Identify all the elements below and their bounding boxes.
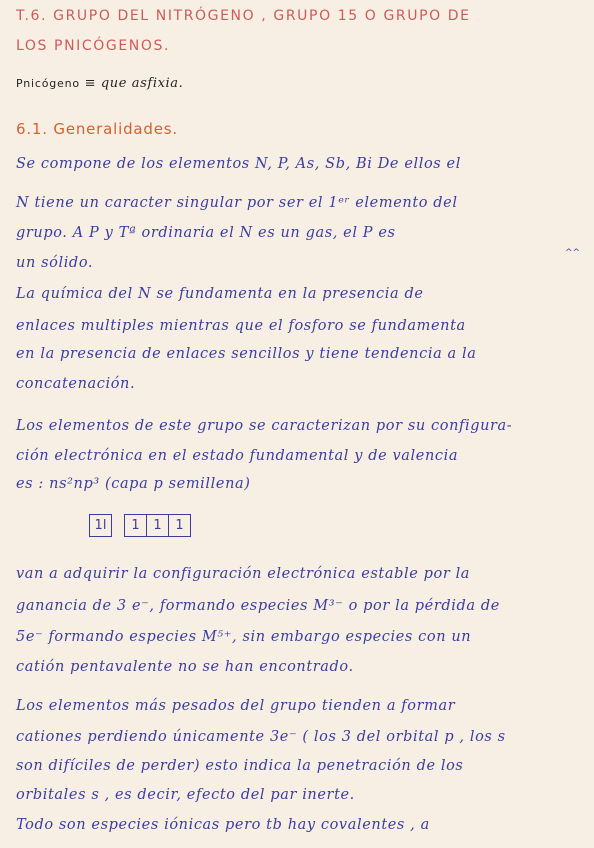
s-orbital-cell: 1l: [94, 518, 107, 533]
text-line: enlaces multiples mientras que el fosforo se fundamenta: [16, 318, 466, 334]
text-line: Los elementos de este grupo se caracterizan por su configura-: [16, 418, 513, 434]
p-orbital-cell: 1: [125, 515, 147, 536]
text-line: van a adquirir la configuración electrónica estable por la: [16, 566, 471, 582]
text-line: orbitales s , es decir, efecto del par inerte.: [16, 787, 355, 803]
section-heading: 6.1. Generalidades.: [16, 120, 178, 138]
p-orbital-cell: 1: [175, 518, 184, 533]
p-orbital-boxes: [124, 514, 191, 537]
text-line: catión pentavalente no se han encontrado.: [16, 659, 354, 675]
text-line: Los elementos más pesados del grupo tienden a formar: [16, 698, 456, 714]
page-title-line-2: LOS PNICÓGENOS.: [16, 38, 171, 54]
s-orbital-box: [89, 514, 112, 537]
page-title-line-1: T.6. GRUPO DEL NITRÓGENO , GRUPO 15 O GRUPO DE: [16, 8, 471, 24]
orbital-box-diagram: [89, 514, 191, 537]
definition-note: [16, 76, 183, 91]
text-line: un sólido.: [16, 255, 94, 271]
text-line: ción electrónica en el estado fundamental y de valencia: [16, 448, 459, 464]
p-orbital-cell: 1: [147, 515, 169, 536]
text-line: en la presencia de enlaces sencillos y tiene tendencia a la: [16, 346, 477, 362]
text-line: Todo son especies iónicas pero tb hay covalentes , a: [16, 817, 430, 833]
marginal-mark: ^^: [565, 248, 581, 258]
definition-term: Pnicógeno: [16, 77, 80, 90]
text-line: es : ns²np³ (capa p semillena): [16, 476, 251, 492]
text-line: 5e⁻ formando especies M⁵⁺, sin embargo especies con un: [16, 629, 472, 645]
text-line: La química del N se fundamenta en la presencia de: [16, 286, 424, 302]
text-line: Se compone de los elementos N, P, As, Sb, Bi De ellos el: [16, 156, 461, 172]
text-line: son difíciles de perder) esto indica la penetración de los: [16, 758, 464, 774]
text-line: N tiene un caracter singular por ser el 1ᵉʳ elemento del: [16, 195, 458, 211]
definition-text: ≡ que asfixia.: [84, 76, 184, 91]
text-line: cationes perdiendo únicamente 3e⁻ ( los 3 del orbital p , los s: [16, 729, 506, 745]
text-line: ganancia de 3 e⁻, formando especies M³⁻ o por la pérdida de: [16, 598, 500, 614]
text-line: concatenación.: [16, 376, 136, 392]
text-line: grupo. A P y Tª ordinaria el N es un gas, el P es: [16, 225, 396, 241]
